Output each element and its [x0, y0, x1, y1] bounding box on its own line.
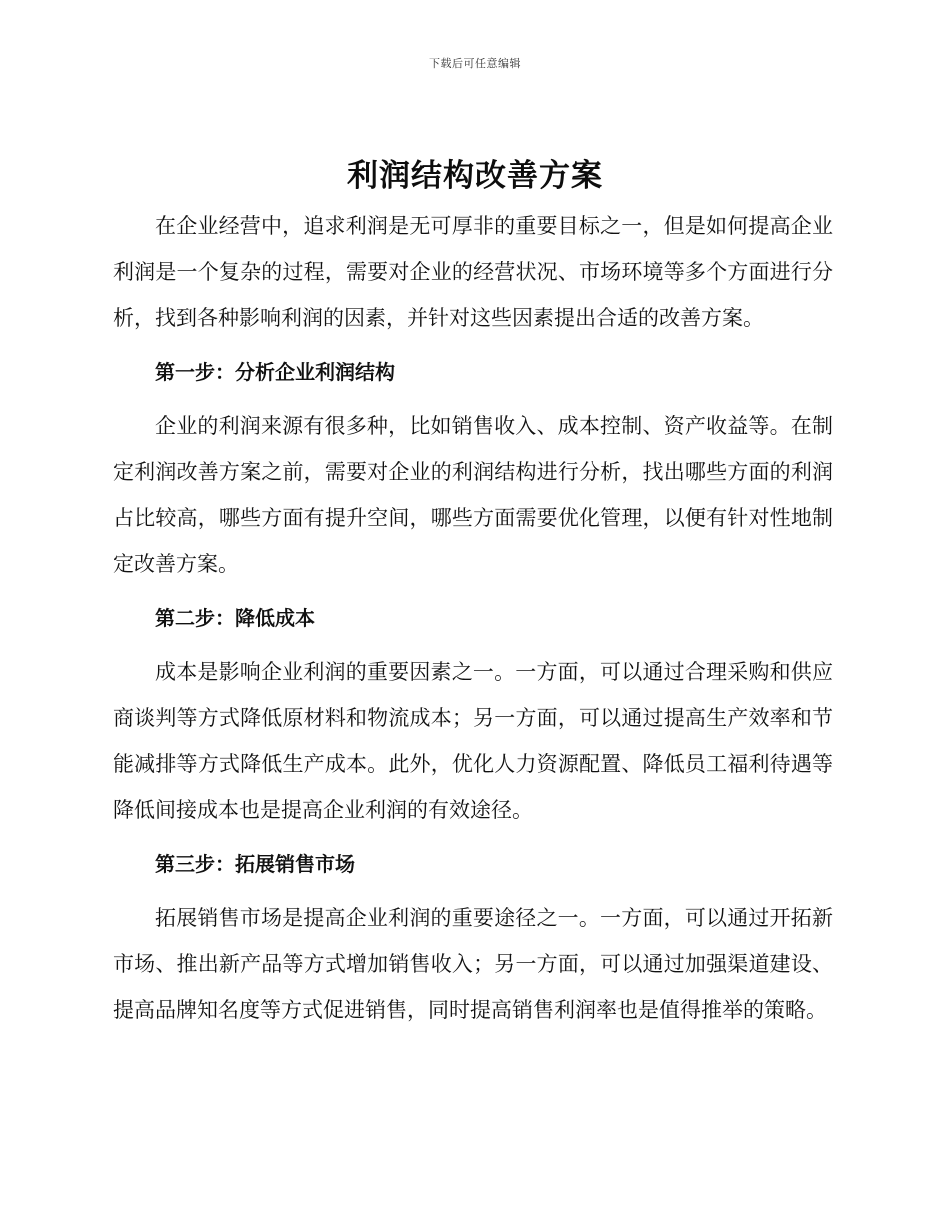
section-heading-2: 第二步：降低成本: [155, 606, 315, 630]
document-title: 利润结构改善方案: [347, 158, 603, 194]
section-heading-3: 第三步：拓展销售市场: [155, 852, 355, 876]
section-heading-1: 第一步：分析企业利润结构: [155, 360, 395, 384]
document-body: [113, 203, 833, 1033]
header-note: 下载后可任意编辑: [429, 57, 521, 70]
section-body-2: 成本是影响企业利润的重要因素之一。一方面，可以通过合理采购和供应商谈判等方式降低原材料和物流成本；另一方面，可以通过提高生产效率和节能减排等方式降低生产成本。此外，优化人力资源配置、降低员工福利待遇等降低间接成本也是提高企业利润的有效途径。: [113, 660, 833, 822]
section-body-3: 拓展销售市场是提高企业利润的重要途径之一。一方面，可以通过开拓新市场、推出新产品等方式增加销售收入；另一方面，可以通过加强渠道建设、提高品牌知名度等方式促进销售，同时提高销售利润率也是值得推举的策略。: [113, 906, 833, 1022]
section-body-1: 企业的利润来源有很多种，比如销售收入、成本控制、资产收益等。在制定利润改善方案之前，需要对企业的利润结构进行分析，找出哪些方面的利润占比较高，哪些方面有提升空间，哪些方面需要优化管理，以便有针对性地制定改善方案。: [113, 414, 833, 576]
intro-paragraph: 在企业经营中，追求利润是无可厚非的重要目标之一，但是如何提高企业利润是一个复杂的过程，需要对企业的经营状况、市场环境等多个方面进行分析，找到各种影响利润的因素，并针对这些因素提出合适的改善方案。: [113, 214, 833, 330]
